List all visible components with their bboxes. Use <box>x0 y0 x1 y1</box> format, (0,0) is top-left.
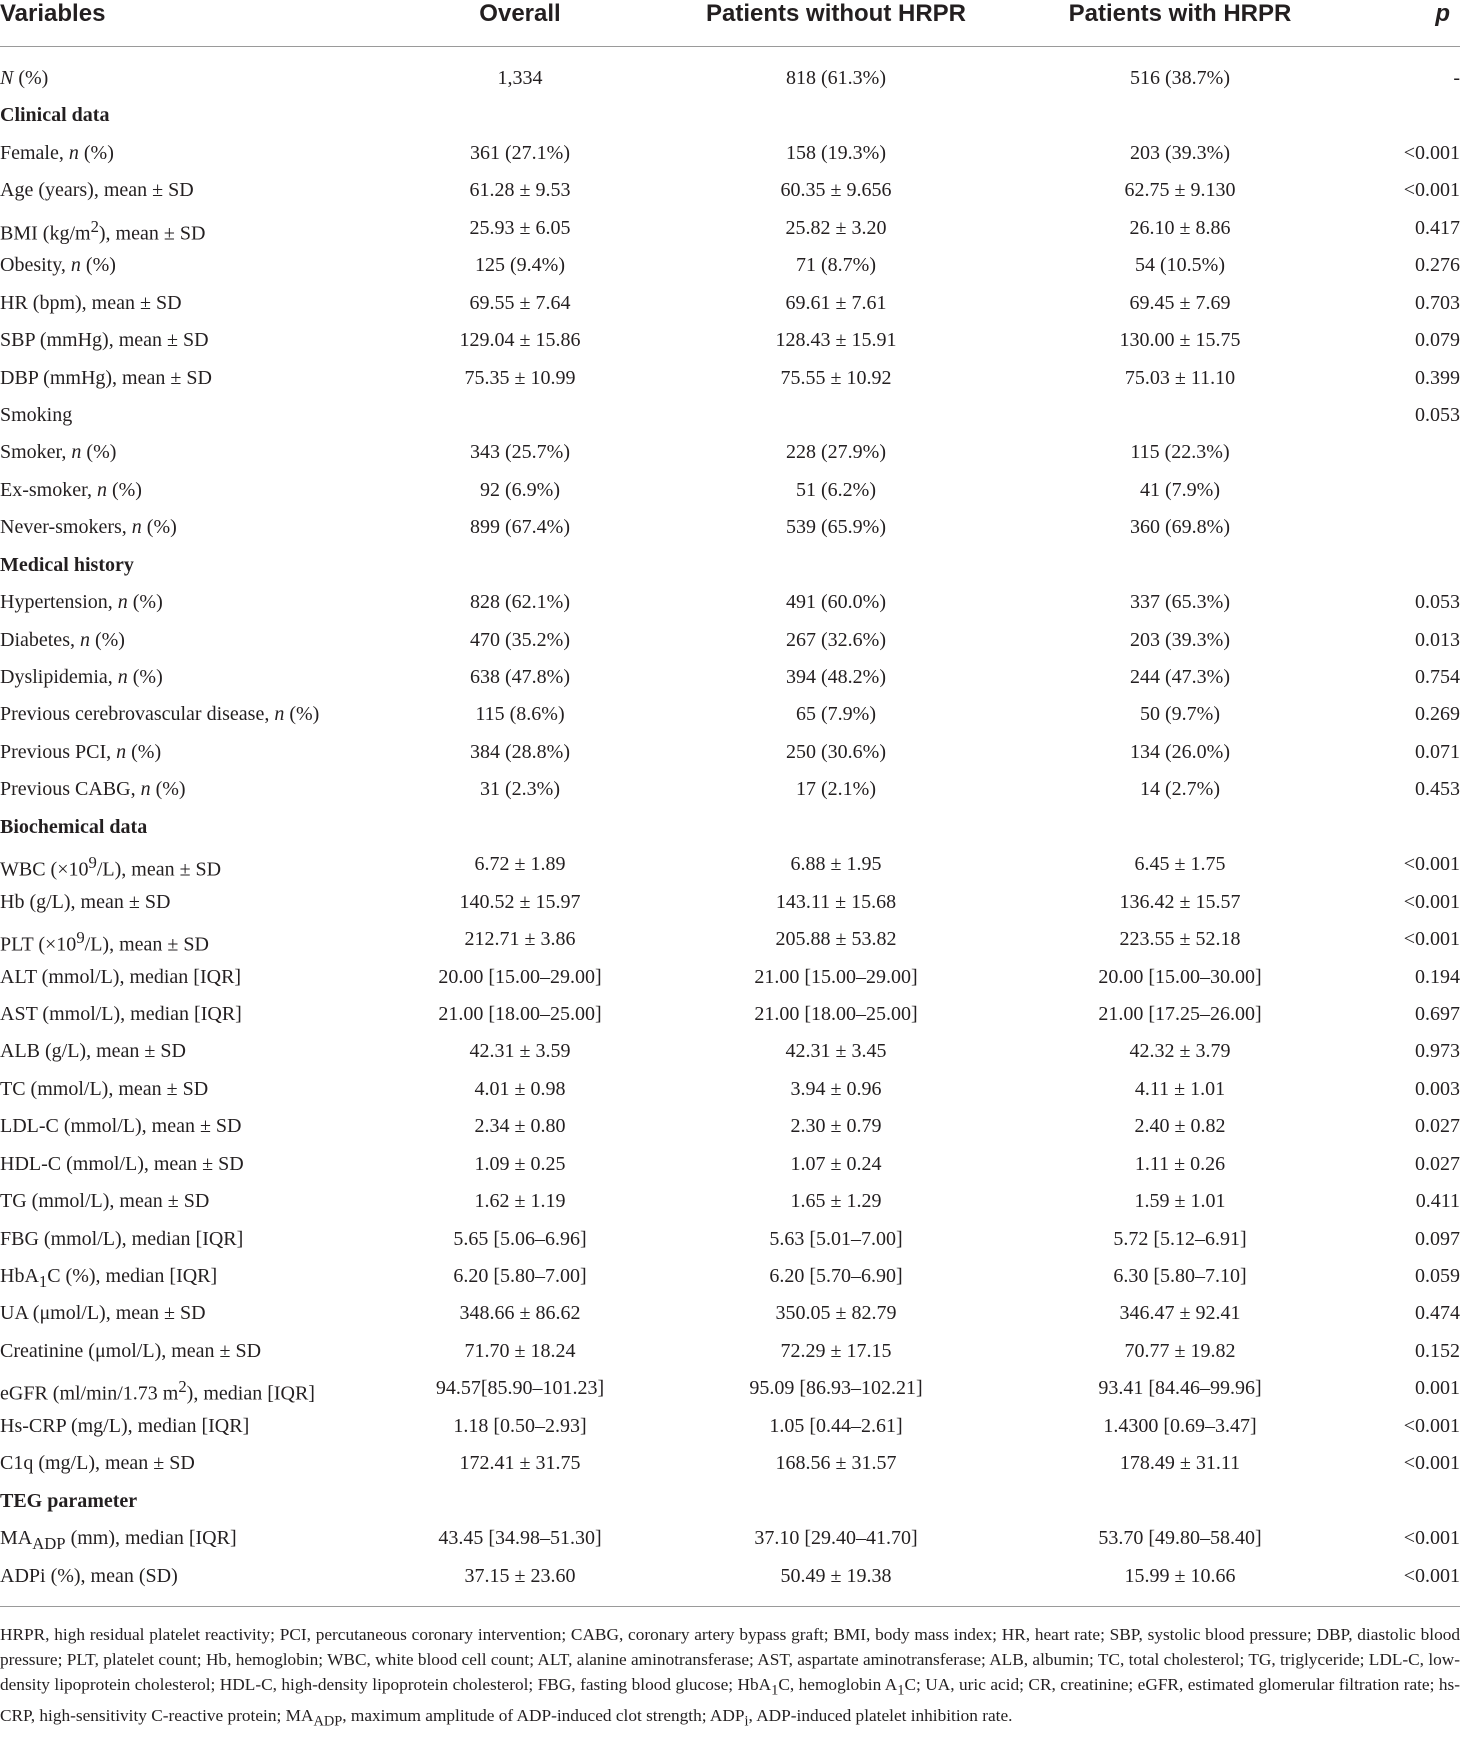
cell-p-value: <0.001 <box>1403 141 1460 164</box>
cell-without-hrpr: 2.30 ± 0.79 <box>790 1115 882 1138</box>
cell-without-hrpr: 491 (60.0%) <box>786 591 886 614</box>
table-row <box>0 398 1460 435</box>
table-row <box>0 173 1460 210</box>
table-row <box>0 772 1460 809</box>
table-row <box>0 1034 1460 1071</box>
row-label: TC (mmol/L), mean ± SD <box>0 1077 209 1100</box>
cell-p-value: 0.053 <box>1415 403 1460 426</box>
table-row <box>0 623 1460 660</box>
row-label: AST (mmol/L), median [IQR] <box>0 1002 242 1025</box>
cell-without-hrpr: 1.07 ± 0.24 <box>790 1152 882 1175</box>
row-label: HR (bpm), mean ± SD <box>0 291 182 314</box>
table-row <box>0 248 1460 285</box>
table-row <box>0 1184 1460 1221</box>
cell-p-value: 0.697 <box>1415 1002 1460 1025</box>
cell-with-hrpr: 115 (22.3%) <box>1130 441 1230 464</box>
cell-p-value: <0.001 <box>1403 890 1460 913</box>
cell-with-hrpr: 26.10 ± 8.86 <box>1129 216 1231 239</box>
row-label: Hb (g/L), mean ± SD <box>0 890 171 913</box>
row-label: ALB (g/L), mean ± SD <box>0 1040 186 1063</box>
cell-with-hrpr: 346.47 ± 92.41 <box>1119 1302 1241 1325</box>
cell-overall: 899 (67.4%) <box>470 516 570 539</box>
cell-overall: 92 (6.9%) <box>480 478 560 501</box>
row-label: HbA$_1$C (%), median [IQR] <box>0 1265 218 1291</box>
cell-without-hrpr: 250 (30.6%) <box>786 740 886 763</box>
cell-overall: 125 (9.4%) <box>475 254 565 277</box>
row-label: SBP (mmHg), mean ± SD <box>0 329 209 352</box>
row-label: Obesity, n (%) <box>0 254 116 277</box>
cell-without-hrpr: 394 (48.2%) <box>786 666 886 688</box>
cell-without-hrpr: 25.82 ± 3.20 <box>785 216 887 239</box>
row-label: PLT $(\times 10^9/L)$, mean ± SD <box>0 928 209 956</box>
table-row <box>0 735 1460 772</box>
cell-without-hrpr: 65 (7.9%) <box>796 703 876 726</box>
cell-p-value: 0.003 <box>1415 1077 1460 1100</box>
table-row <box>0 660 1460 697</box>
cell-p-value: <0.001 <box>1403 1527 1460 1550</box>
row-label: TG (mmol/L), mean ± SD <box>0 1190 210 1213</box>
cell-with-hrpr: 130.00 ± 15.75 <box>1119 329 1241 352</box>
row-label: eGFR (ml/min/1.73 $m^2$), median [IQR] <box>0 1377 315 1405</box>
row-label: N (%) <box>0 67 49 89</box>
row-label: Never-smokers, n (%) <box>0 516 177 539</box>
cell-with-hrpr: 1.4300 [0.69–3.47] <box>1103 1414 1257 1437</box>
table-footnote: HRPR, high residual platelet reactivity; PCI, percutaneous coronary intervention; CABG, coronary artery bypass graft; BMI, body mass index; HR, heart rate; SBP, systolic blood pressure; DBP, diastolic blood pressure; PLT, platelet count; Hb, hemoglobin; WBC, white blood cell count; ALT, alanine aminotransferase; AST, aspartate aminotransferase; ALB, albumin; TC, total cholesterol; TG, triglyceride; LDL-C, low-density lipoprotein cholesterol; HDL-C, high-density lipoprotein cholesterol; FBG, fasting blood glucose; HbA$_1$C, hemoglobin $A_1C$; UA, uric acid; CR, creatinine; eGFR, estimated glomerular filtration rate; hs-CRP, high-sensitivity C-reactive protein; $MA_{ADP}$, maximum amplitude of ADP-induced clot strength; $ADP_i$, ADP-induced platelet inhibition rate. <box>0 1625 1460 1730</box>
cell-with-hrpr: 75.03 ± 11.10 <box>1124 366 1236 389</box>
cell-p-value: 0.276 <box>1415 254 1460 277</box>
cell-overall: 4.01 ± 0.98 <box>474 1077 566 1100</box>
row-label: HDL-C (mmol/L), mean ± SD <box>0 1152 244 1175</box>
row-label: $MA_{ADP}$ (mm), median [IQR] <box>0 1527 237 1554</box>
cell-p-value: <0.001 <box>1403 928 1460 951</box>
row-label: UA (μmol/L), mean ± SD <box>0 1302 206 1325</box>
table-row <box>0 1446 1460 1483</box>
cell-p-value: 0.417 <box>1415 216 1460 239</box>
cell-overall: 361 (27.1%) <box>470 141 570 164</box>
cell-overall: 69.55 ± 7.64 <box>469 291 571 314</box>
cell-with-hrpr: 5.72 [5.12–6.91] <box>1113 1227 1247 1250</box>
footer-rule <box>0 1606 1460 1607</box>
cell-without-hrpr: 5.63 [5.01–7.00] <box>769 1227 903 1250</box>
cell-overall: 1.62 ± 1.19 <box>474 1190 566 1213</box>
header-rule <box>0 46 1460 47</box>
cell-with-hrpr: 69.45 ± 7.69 <box>1129 291 1231 314</box>
cell-p-value: 0.194 <box>1415 965 1460 988</box>
cell-overall: 129.04 ± 15.86 <box>459 329 581 352</box>
cell-with-hrpr: 62.75 ± 9.130 <box>1124 179 1236 202</box>
cell-without-hrpr: 128.43 ± 15.91 <box>775 329 897 352</box>
row-label: Previous CABG, n (%) <box>0 778 186 801</box>
header-without-hrpr: Patients without HRPR <box>705 0 967 27</box>
row-label: Previous PCI, n (%) <box>0 740 162 763</box>
table-row <box>0 847 1460 884</box>
cell-with-hrpr: 21.00 [17.25–26.00] <box>1098 1002 1262 1025</box>
header-p-value: p <box>1435 0 1450 27</box>
cell-p-value: 0.411 <box>1415 1190 1460 1213</box>
cell-overall: 638 (47.8%) <box>470 666 570 688</box>
header-overall: Overall <box>479 0 561 27</box>
cell-without-hrpr: 51 (6.2%) <box>796 478 876 501</box>
table-row <box>0 960 1460 997</box>
section-header-row <box>0 98 1460 135</box>
row-label: FBG (mmol/L), median [IQR] <box>0 1227 244 1250</box>
cell-with-hrpr: 136.42 ± 15.57 <box>1119 890 1241 913</box>
cell-overall: 31 (2.3%) <box>480 778 560 801</box>
cell-p-value: 0.071 <box>1415 740 1460 763</box>
cell-without-hrpr: 6.88 ± 1.95 <box>790 853 882 876</box>
cell-p-value: <0.001 <box>1403 1564 1460 1587</box>
cell-p-value: 0.013 <box>1415 628 1460 651</box>
cell-overall: 140.52 ± 15.97 <box>459 890 581 913</box>
table-row <box>0 1109 1460 1146</box>
table-row <box>0 1521 1460 1558</box>
cell-with-hrpr: 4.11 ± 1.01 <box>1134 1077 1226 1100</box>
cell-p-value: 0.097 <box>1415 1227 1460 1250</box>
cell-with-hrpr: 15.99 ± 10.66 <box>1124 1564 1236 1587</box>
cell-overall: 42.31 ± 3.59 <box>469 1040 571 1063</box>
row-label: Ex-smoker, n (%) <box>0 478 142 501</box>
table-row <box>0 922 1460 959</box>
cell-overall: 43.45 [34.98–51.30] <box>438 1527 602 1550</box>
cell-with-hrpr: 223.55 ± 52.18 <box>1119 928 1241 951</box>
row-label: Medical history <box>0 553 134 576</box>
row-label: BMI $(kg/m^2)$, mean ± SD <box>0 216 206 245</box>
cell-without-hrpr: 228 (27.9%) <box>786 441 886 464</box>
table-row <box>0 1147 1460 1184</box>
table-row <box>0 585 1460 622</box>
cell-without-hrpr: 75.55 ± 10.92 <box>780 366 892 389</box>
table-row <box>0 435 1460 472</box>
cell-overall: 25.93 ± 6.05 <box>469 216 571 239</box>
row-label: Age (years), mean ± SD <box>0 179 194 202</box>
cell-p-value: 0.474 <box>1415 1302 1460 1325</box>
cell-with-hrpr: 53.70 [49.80–58.40] <box>1098 1527 1262 1550</box>
row-label: WBC $(\times 10^9/L)$, mean ± SD <box>0 853 222 881</box>
cell-overall: 115 (8.6%) <box>475 703 565 726</box>
cell-p-value: 0.027 <box>1415 1152 1460 1175</box>
cell-without-hrpr: 21.00 [15.00–29.00] <box>754 965 918 988</box>
cell-without-hrpr: 17 (2.1%) <box>796 778 876 801</box>
cell-without-hrpr: 72.29 ± 17.15 <box>780 1339 892 1362</box>
table-row <box>0 1296 1460 1333</box>
cell-overall: 71.70 ± 18.24 <box>464 1339 576 1362</box>
cell-p-value: <0.001 <box>1403 1414 1460 1437</box>
cell-with-hrpr: 1.11 ± 0.26 <box>1134 1152 1226 1175</box>
cell-p-value: 0.754 <box>1415 666 1460 688</box>
cell-overall: 5.65 [5.06–6.96] <box>453 1227 587 1250</box>
row-label: ADPi (%), mean (SD) <box>0 1564 178 1587</box>
cell-overall: 1.09 ± 0.25 <box>474 1152 566 1175</box>
table-row <box>0 510 1460 547</box>
cell-p-value: 0.059 <box>1415 1265 1460 1287</box>
cell-p-value: 0.453 <box>1415 778 1460 801</box>
row-label: Biochemical data <box>0 815 148 838</box>
table-header <box>0 0 1460 48</box>
cell-with-hrpr: 93.41 [84.46–99.96] <box>1098 1377 1262 1400</box>
cell-overall: 20.00 [15.00–29.00] <box>438 965 602 988</box>
cell-without-hrpr: 168.56 ± 31.57 <box>775 1452 897 1475</box>
section-header-row <box>0 1484 1460 1521</box>
cell-p-value: <0.001 <box>1403 1452 1460 1475</box>
cell-without-hrpr: 6.20 [5.70–6.90] <box>769 1265 903 1287</box>
cell-with-hrpr: 203 (39.3%) <box>1130 628 1230 651</box>
cell-without-hrpr: 37.10 [29.40–41.70] <box>754 1527 918 1550</box>
table-row <box>0 1409 1460 1446</box>
table-row <box>0 323 1460 360</box>
cell-without-hrpr: 60.35 ± 9.656 <box>780 179 892 202</box>
row-label: Hs-CRP (mg/L), median [IQR] <box>0 1414 250 1437</box>
cell-with-hrpr: 70.77 ± 19.82 <box>1124 1339 1236 1362</box>
row-label: C1q (mg/L), mean ± SD <box>0 1452 195 1475</box>
row-label: Diabetes, n (%) <box>0 628 125 651</box>
cell-with-hrpr: 14 (2.7%) <box>1140 778 1220 801</box>
table-row <box>0 1072 1460 1109</box>
row-label: Clinical data <box>0 104 110 127</box>
cell-with-hrpr: 244 (47.3%) <box>1130 666 1230 688</box>
cell-without-hrpr: 539 (65.9%) <box>786 516 886 539</box>
table-row <box>0 997 1460 1034</box>
cell-with-hrpr: 6.45 ± 1.75 <box>1134 853 1226 876</box>
cell-without-hrpr: 3.94 ± 0.96 <box>790 1077 882 1100</box>
cell-with-hrpr: 134 (26.0%) <box>1130 740 1230 763</box>
cell-with-hrpr: 41 (7.9%) <box>1140 478 1220 501</box>
cell-with-hrpr: 42.32 ± 3.79 <box>1129 1040 1231 1063</box>
cell-with-hrpr: 516 (38.7%) <box>1130 67 1230 89</box>
cell-with-hrpr: 20.00 [15.00–30.00] <box>1098 965 1262 988</box>
row-label: TEG parameter <box>0 1489 138 1512</box>
cell-p-value: 0.001 <box>1415 1377 1460 1400</box>
cell-overall: 37.15 ± 23.60 <box>464 1564 576 1587</box>
cell-overall: 75.35 ± 10.99 <box>464 366 576 389</box>
section-header-row <box>0 810 1460 847</box>
cell-with-hrpr: 50 (9.7%) <box>1140 703 1220 726</box>
cell-p-value: 0.973 <box>1415 1040 1460 1063</box>
cell-without-hrpr: 350.05 ± 82.79 <box>775 1302 897 1325</box>
cell-with-hrpr: 178.49 ± 31.11 <box>1119 1452 1241 1475</box>
cell-with-hrpr: 360 (69.8%) <box>1130 516 1230 539</box>
header-variables: Variables <box>0 0 106 27</box>
cell-p-value: - <box>1453 67 1460 89</box>
table-row <box>0 286 1460 323</box>
cell-overall: 470 (35.2%) <box>470 628 570 651</box>
row-label: Previous cerebrovascular disease, n (%) <box>0 703 320 726</box>
row-label: Hypertension, n (%) <box>0 591 163 614</box>
table-row <box>0 697 1460 734</box>
row-label: Smoking <box>0 403 73 426</box>
row-label: Female, n (%) <box>0 141 114 164</box>
row-label: Dyslipidemia, n (%) <box>0 666 163 688</box>
cell-overall: 384 (28.8%) <box>470 740 570 763</box>
table-row <box>0 473 1460 510</box>
cell-overall: 6.20 [5.80–7.00] <box>453 1265 587 1287</box>
table-row <box>0 136 1460 173</box>
cell-without-hrpr: 143.11 ± 15.68 <box>775 890 897 913</box>
row-label: Smoker, n (%) <box>0 441 117 464</box>
cell-without-hrpr: 205.88 ± 53.82 <box>775 928 897 951</box>
section-header-row <box>0 548 1460 585</box>
cell-without-hrpr: 158 (19.3%) <box>786 141 886 164</box>
cell-without-hrpr: 1.65 ± 1.29 <box>790 1190 882 1213</box>
cell-with-hrpr: 1.59 ± 1.01 <box>1134 1190 1226 1213</box>
cell-with-hrpr: 203 (39.3%) <box>1130 141 1230 164</box>
cell-overall: 343 (25.7%) <box>470 441 570 464</box>
cell-p-value: 0.269 <box>1415 703 1460 726</box>
cell-without-hrpr: 50.49 ± 19.38 <box>780 1564 892 1587</box>
cell-p-value: <0.001 <box>1403 179 1460 202</box>
cell-overall: 6.72 ± 1.89 <box>474 853 566 876</box>
cell-overall: 348.66 ± 86.62 <box>459 1302 581 1325</box>
cell-with-hrpr: 54 (10.5%) <box>1135 254 1225 277</box>
cell-without-hrpr: 69.61 ± 7.61 <box>785 291 887 314</box>
table-row <box>0 361 1460 398</box>
cell-overall: 172.41 ± 31.75 <box>459 1452 581 1475</box>
table-row <box>0 1371 1460 1408</box>
row-label: DBP (mmHg), mean ± SD <box>0 366 212 389</box>
table-row <box>0 1334 1460 1371</box>
cell-overall: 2.34 ± 0.80 <box>474 1115 566 1138</box>
cell-without-hrpr: 818 (61.3%) <box>786 67 886 89</box>
cell-overall: 212.71 ± 3.86 <box>464 928 576 951</box>
cell-without-hrpr: 95.09 [86.93–102.21] <box>749 1377 923 1400</box>
table-row <box>0 61 1460 98</box>
table-row <box>0 885 1460 922</box>
cell-p-value: <0.001 <box>1403 853 1460 876</box>
cell-overall: 828 (62.1%) <box>470 591 570 614</box>
cell-p-value: 0.053 <box>1415 591 1460 614</box>
table-row <box>0 211 1460 248</box>
table-row <box>0 1222 1460 1259</box>
cell-p-value: 0.079 <box>1415 329 1460 352</box>
table-body <box>0 61 1460 1596</box>
cell-without-hrpr: 21.00 [18.00–25.00] <box>754 1002 918 1025</box>
cell-with-hrpr: 2.40 ± 0.82 <box>1134 1115 1226 1138</box>
cell-with-hrpr: 337 (65.3%) <box>1130 591 1230 614</box>
row-label: LDL-C (mmol/L), mean ± SD <box>0 1115 242 1138</box>
cell-without-hrpr: 42.31 ± 3.45 <box>785 1040 887 1063</box>
row-label: ALT (mmol/L), median [IQR] <box>0 965 242 988</box>
cell-overall: 21.00 [18.00–25.00] <box>438 1002 602 1025</box>
table-row <box>0 1259 1460 1296</box>
row-label: Creatinine (μmol/L), mean ± SD <box>0 1339 262 1362</box>
cell-overall: 94.57[85.90–101.23] <box>435 1377 605 1400</box>
cell-p-value: 0.152 <box>1415 1339 1460 1362</box>
cell-without-hrpr: 1.05 [0.44–2.61] <box>769 1414 903 1437</box>
header-with-hrpr: Patients with HRPR <box>1068 0 1292 27</box>
cell-overall: 61.28 ± 9.53 <box>469 179 571 202</box>
cell-p-value: 0.027 <box>1415 1115 1460 1138</box>
cell-without-hrpr: 71 (8.7%) <box>796 254 876 277</box>
cell-without-hrpr: 267 (32.6%) <box>786 628 886 651</box>
cell-p-value: 0.399 <box>1415 366 1460 389</box>
table-row <box>0 1559 1460 1596</box>
cell-with-hrpr: 6.30 [5.80–7.10] <box>1113 1265 1247 1287</box>
cell-p-value: 0.703 <box>1415 291 1460 314</box>
cell-overall: 1,334 <box>497 67 543 89</box>
cell-overall: 1.18 [0.50–2.93] <box>453 1414 587 1437</box>
